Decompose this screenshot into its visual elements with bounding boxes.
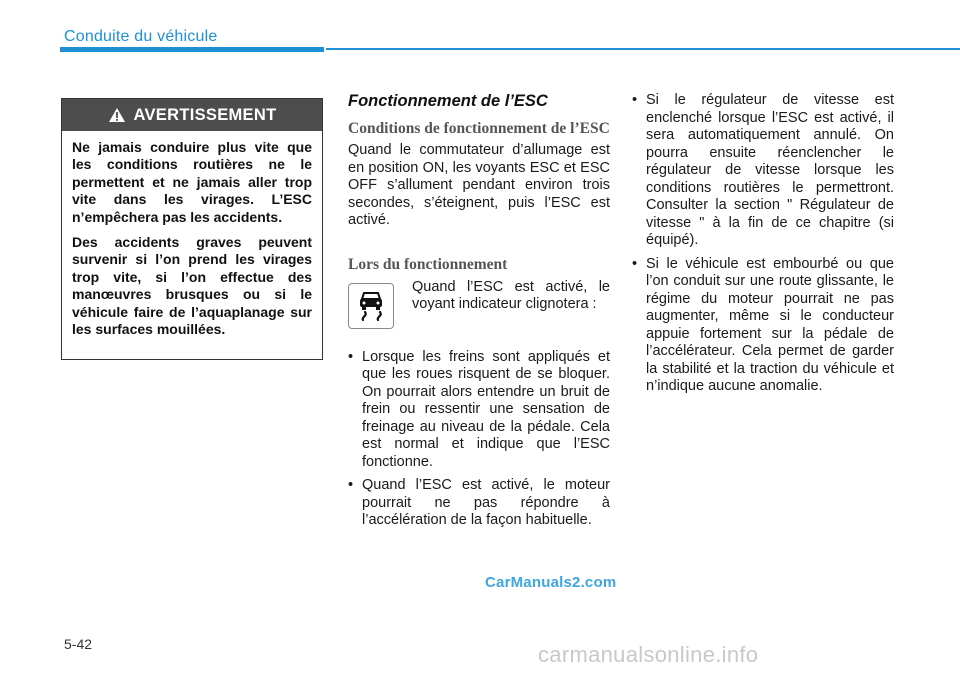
warning-header — [62, 99, 322, 131]
section-heading: Fonctionnement de l’ESC — [348, 92, 548, 110]
warning-paragraph: Ne jamais conduire plus vite que les conditions routières ne le permettent et ne jamais aller trop vite dans les virages. L’ESC n’empêchera pas les accidents. — [72, 139, 312, 225]
warning-body — [62, 131, 322, 338]
section-title: Conduite du véhicule — [64, 28, 218, 45]
warning-title: AVERTISSEMENT — [133, 105, 277, 124]
operation-bullet-list — [348, 349, 610, 530]
list-item: • Si le régulateur de vitesse est enclenché lorsque l’ESC est activé, il sera automatiquement annulé. On pourra ensuite réenclencher le régulateur de vitesse lorsque les conditions routières le permettront. Consulter la section " Régulateur de vitesse " à la fin de ce chapitre (si équipé). — [632, 92, 894, 250]
warning-paragraph: Des accidents graves peuvent survenir si l’on prend les virages trop vite, si l’on effectue des manœuvres brusques ou si le véhicule faire de l’aquaplanage sur les surfaces mouillées. — [72, 234, 312, 338]
header-rule-thick — [60, 47, 324, 52]
operation-intro: Quand l’ESC est activé, le voyant indicateur clignotera : — [412, 278, 610, 312]
list-item: • Si le véhicule est embourbé ou que l’on conduit sur une route glissante, le régime du moteur pourrait ne pas augmenter, même si le conducteur appuie fortement sur la pédale de l’accélérateur. Cela permet de garder la stabilité et la traction du véhicule et n’indique aucune anomalie. — [632, 256, 894, 396]
column-right — [632, 92, 894, 402]
conditions-heading: Conditions de fonctionnement de l’ESC — [348, 120, 610, 137]
esc-indicator-icon — [348, 283, 394, 329]
footer-site-mark: carmanualsonline.info — [538, 642, 759, 667]
warning-triangle-icon — [108, 107, 126, 123]
operation-intro-row — [348, 279, 610, 329]
right-bullet-list — [632, 92, 894, 396]
page-number: 5-42 — [64, 636, 93, 652]
warning-box — [61, 98, 323, 360]
column-middle — [348, 92, 610, 536]
list-item: • Lorsque les freins sont appliqués et que les roues risquent de se bloquer. On pourrait alors entendre un bruit de frein ou ressentir une sensation de freinage au niveau de la pédale. Cela est normal et indique que l’ESC fonctionne. — [348, 349, 610, 472]
list-item: • Quand l’ESC est activé, le moteur pourrait ne pas répondre à l’accélération de la façon habituelle. — [348, 477, 610, 530]
conditions-text: Quand le commutateur d’allumage est en position ON, les voyants ESC et ESC OFF s’allument pendant environ trois secondes, s’éteignent, puis l’ESC est activé. — [348, 142, 610, 228]
header-rule-thin — [326, 48, 960, 50]
operation-heading: Lors du fonctionnement — [348, 255, 508, 273]
watermark-link[interactable]: CarManuals2.com — [485, 574, 617, 591]
